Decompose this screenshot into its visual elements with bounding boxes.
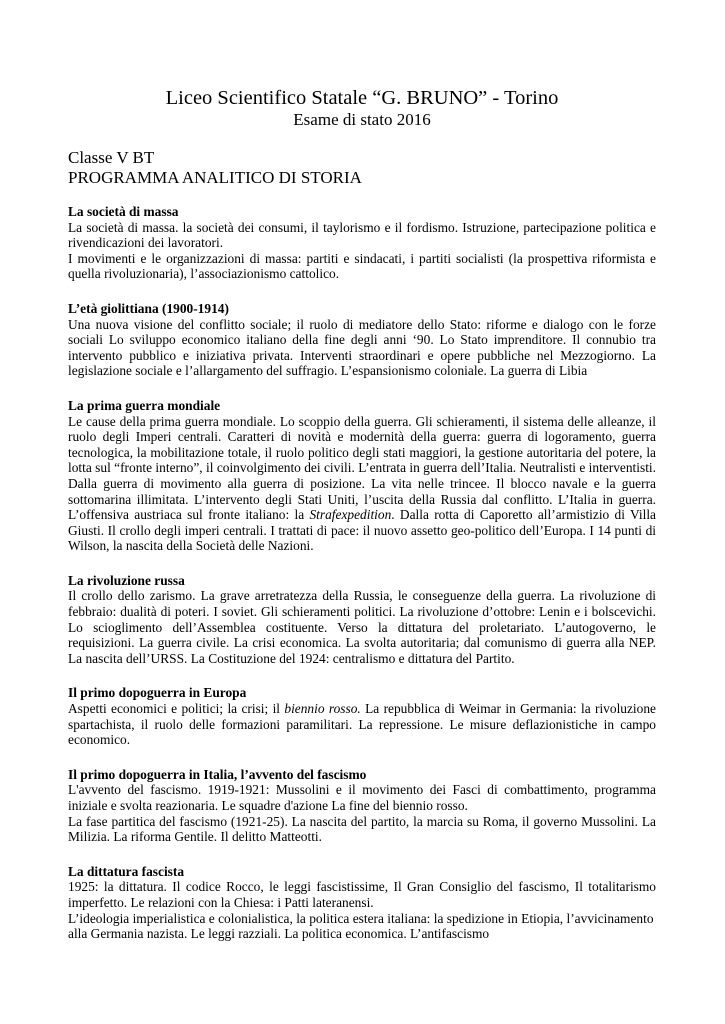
paragraph-text: La repubblica di Weimar in Germania: la rivoluzione spartachista, il ruolo delle formazioni paramilitari. La repressione. Le misure deflazionistiche in campo economico.	[68, 701, 656, 748]
section-dittatura-fascista	[68, 864, 656, 942]
paragraph-text: . Dalla rotta di Caporetto all’armistizio di Villa Giusti. Il crollo degli imperi centrali. I trattati di pace: il nuovo assetto geo-politico dell’Europa. I 14 punti di Wilson, la nascita della Società delle Nazioni.	[68, 507, 656, 554]
section-primo-dopoguerra-italia	[68, 767, 656, 845]
section-title: Il primo dopoguerra in Italia, l’avvento del fascismo	[68, 766, 367, 782]
italic-term: biennio rosso.	[284, 701, 361, 717]
class-label: Classe V BT	[68, 148, 155, 167]
section-prima-guerra-mondiale	[68, 398, 656, 554]
section-title: L’età giolittiana (1900-1914)	[68, 300, 229, 316]
paragraph-text: Aspetti economici e politici; la crisi; il	[68, 701, 285, 717]
section-title: La rivoluzione russa	[68, 572, 185, 588]
section-paragraph: Una nuova visione del conflitto sociale; il ruolo di mediatore dello Stato: riforme e dialogo con le forze sociali Lo sviluppo economico italiano della fine degli anni ‘90. Lo Stato imprenditore. Il connubio tra intervento pubblico e iniziativa privata. Interventi straordinari e opere pubbliche nel Mezzogiorno. La legislazione sociale e l’allargamento del suffragio. L’espansionismo coloniale. La guerra di Libia	[68, 316, 656, 379]
section-paragraph: La società di massa. la società dei consumi, il taylorismo e il fordismo. Istruzione, partecipazione politica e rivendicazioni dei lavoratori.	[68, 219, 656, 251]
italic-term: Strafexpedition	[309, 507, 392, 523]
paragraph-text: Le cause della prima guerra mondiale. Lo scoppio della guerra. Gli schieramenti, il sistema delle alleanze, il ruolo degli Imperi centrali. Caratteri di novità e modernità della guerra: guerra di logoramento, guerra tecnologica, la mobilitazione totale, il ruolo politico degli stati maggiori, la gestione autoritaria del potere, la lotta sul “fronte interno”, il coinvolgimento dei civili. L’entrata in guerra dell’Italia. Neutralisti e interventisti. Dalla guerra di movimento alla guerra di posizione. La vita nelle trincee. Il blocco navale e la guerra sottomarina illimitata. L’intervento degli Stati Uniti, l’uscita della Russia dal conflitto. L’Italia in guerra. L’offensiva austriaca sul fronte italiano: la	[68, 413, 656, 523]
section-title: La prima guerra mondiale	[68, 397, 221, 413]
program-sections	[68, 204, 656, 961]
section-title: La dittatura fascista	[68, 863, 185, 879]
section-paragraph: Il crollo dello zarismo. La grave arretratezza della Russia, le conseguenze della guerra. La rivoluzione di febbraio: dualità di poteri. I soviet. Gli schieramenti politici. La rivoluzione d’ottobre: Lenin e i bolscevichi. Lo scioglimento dell’Assemblea costituente. Verso la dittatura del proletariato. L’autogoverno, le requisizioni. La guerra civile. La crisi economica. La svolta autoritaria; dal comunismo di guerra alla NEP. La nascita dell’URSS. La Costituzione del 1924: centralismo e dittatura del Partito.	[68, 588, 656, 666]
section-paragraph: I movimenti e le organizzazioni di massa: partiti e sindacati, i partiti socialisti (la prospettiva riformista e quella rivoluzionaria), l’associazionismo cattolico.	[68, 250, 656, 282]
section-eta-giolittiana	[68, 301, 656, 379]
section-title: La società di massa	[68, 204, 179, 219]
section-paragraph: La fase partitica del fascismo (1921-25). La nascita del partito, la marcia su Roma, il governo Mussolini. La Milizia. La riforma Gentile. Il delitto Matteotti.	[68, 813, 656, 845]
school-title: Liceo Scientifico Statale “G. BRUNO” - Torino	[165, 87, 559, 109]
section-paragraph: L’ideologia imperialistica e colonialistica, la politica estera italiana: la spedizione in Etiopia, l’avvicinamento alla Germania nazista. Le leggi razziali. La politica economica. L’antifascismo	[68, 910, 654, 942]
section-paragraph: 1925: la dittatura. Il codice Rocco, le leggi fascistissime, Il Gran Consiglio del fascismo, Il totalitarismo imperfetto. Le relazioni con la Chiesa: i Patti lateranensi.	[68, 879, 656, 910]
section-rivoluzione-russa	[68, 573, 656, 667]
section-paragraph	[68, 701, 656, 748]
section-title: Il primo dopoguerra in Europa	[68, 685, 247, 701]
program-title: PROGRAMMA ANALITICO DI STORIA	[68, 168, 362, 187]
section-societa-di-massa	[68, 204, 656, 282]
section-paragraph: L'avvento del fascismo. 1919-1921: Mussolini e il movimento dei Fasci di combattimento, programma iniziale e svolta reazionaria. Le squadre d'azione La fine del biennio rosso.	[68, 782, 656, 813]
exam-subtitle: Esame di stato 2016	[293, 110, 431, 129]
section-primo-dopoguerra-europa	[68, 685, 656, 747]
section-paragraph	[68, 414, 656, 554]
